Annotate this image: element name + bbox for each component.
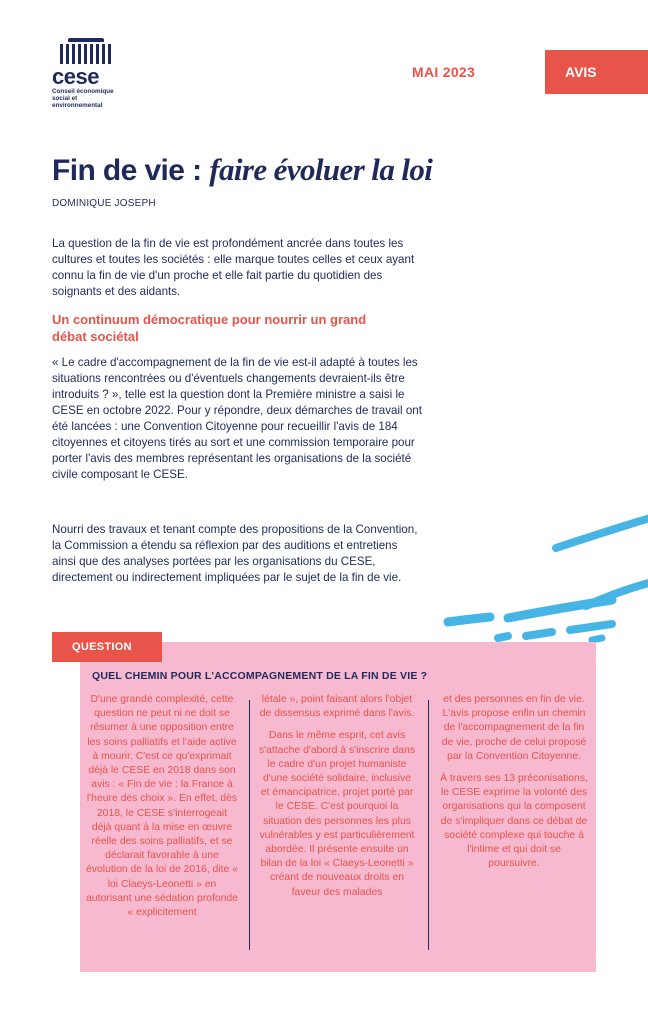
- page-title: [52, 152, 432, 188]
- avis-tag: AVIS: [545, 50, 648, 94]
- cese-logo: [52, 38, 142, 109]
- question-title: QUEL CHEMIN POUR L'ACCOMPAGNEMENT DE LA FIN DE VIE ?: [92, 670, 428, 682]
- intro-paragraph: La question de la fin de vie est profondément ancrée dans toutes les cultures et toutes les sociétés : elle marque toutes celles et ceux ayant connu la fin de vie d'un proche et elle fait partie du quotidien des soignants et des aidants.: [52, 237, 415, 298]
- body-paragraph-3: Nourri des travaux et tenant compte des propositions de la Convention, la Commission a étendu sa réflexion par des auditions et entretiens ainsi que des analyses portées par les organisations du CESE, directement ou indirectement impliquées par le sujet de la fin de vie.: [52, 523, 418, 584]
- column-divider: [249, 700, 250, 950]
- building-columns-icon: [60, 38, 142, 64]
- question-col3-text-a: et des personnes en fin de vie. L'avis propose enfin un chemin de l'accompagnement de la fin de vie, proche de celui proposé par la Convention Citoyenne.: [441, 694, 587, 762]
- logo-subtitle: Conseil économique social et environnemental: [52, 88, 114, 109]
- title-italic: faire évoluer la loi: [209, 152, 433, 187]
- question-col2-text-b: Dans le même esprit, cet avis s'attache d'abord à s'inscrire dans le cadre d'un projet humaniste d'une société solidaire, inclusive et émancipatrice, projet porté par le CESE. C'est pourquoi la situation des personnes les plus vulnérables y est particulièrement abordée. Il présente ensuite un bilan de la loi « Claeys-Leonetti » créant de nouveaux droits en faveur des malades: [258, 730, 416, 898]
- question-col3-text-b: À travers ses 13 préconisations, le CESE exprime la volonté des organisations qui la composent de s'impliquer dans ce débat de société complexe qui touche à l'intime et qui doit se poursuivre.: [440, 773, 588, 870]
- body-paragraph-2: « Le cadre d'accompagnement de la fin de vie est-il adapté à toutes les situations rencontrées ou d'éventuels changements devraient-ils être introduits ? », telle est la question dont la Première ministre a saisi le CESE en octobre 2022. Pour y répondre, deux démarches de travail ont été lancées : une Convention Citoyenne pour recueillir l'avis de 184 citoyennes et citoyens tirés au sort et une commission temporaire pour porter l'avis des membres représentant les organisations de la société civile composant le CESE.: [52, 356, 422, 481]
- title-separator: :: [184, 154, 210, 187]
- question-col1-text: D'une grande complexité, cette question ne peut ni ne doit se résumer à une opposition entre les soins palliatifs et l'aide active à mourir. C'est ce qu'exprimait déjà le CESE en 2018 dans son avis : « Fin de vie : la France à l'heure des choix ». En effet, dès 2018, le CESE s'interrogeait déjà quant à la mise en œuvre réelle des soins palliatifs, et se déclarait favorable à une évolution de la loi de 2016, dite « loi Claeys-Leonetti » en autorisant une sédation profonde « explicitement: [86, 694, 238, 919]
- question-column-2: [258, 693, 416, 908]
- question-col2-text-a: létale », point faisant alors l'objet de dissensus exprimé dans l'avis.: [259, 694, 415, 720]
- title-main: Fin de vie: [52, 154, 185, 187]
- question-column-1: [86, 693, 238, 928]
- logo-word: cese: [52, 64, 99, 89]
- author: DOMINIQUE JOSEPH: [52, 198, 156, 209]
- section-heading: Un continuum démocratique pour nourrir un grand débat sociétal: [52, 312, 367, 344]
- column-divider: [428, 700, 429, 950]
- question-column-3: [440, 693, 588, 879]
- publication-date: MAI 2023: [412, 64, 476, 80]
- question-tag: QUESTION: [52, 632, 162, 662]
